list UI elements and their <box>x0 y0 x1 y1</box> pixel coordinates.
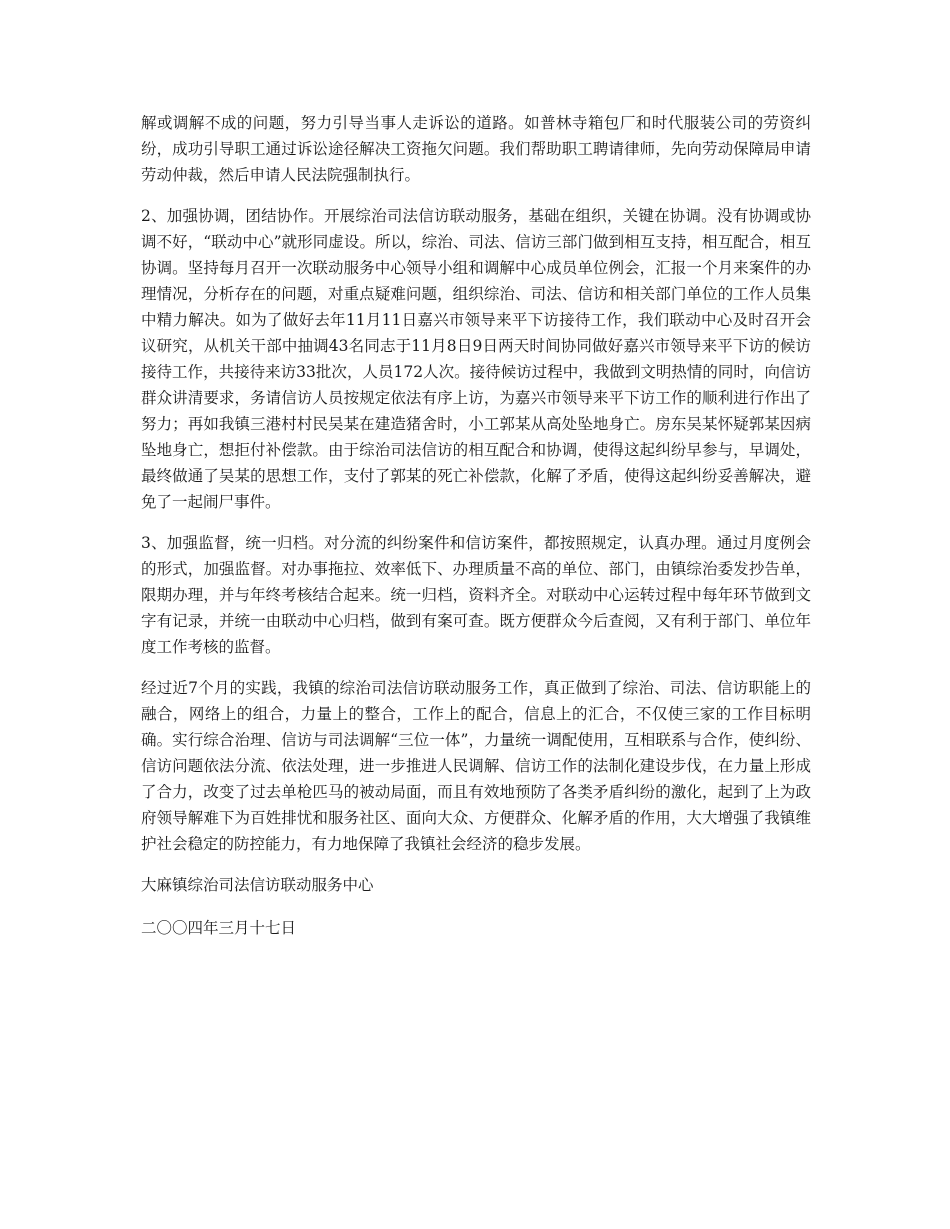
paragraph-summary: 经过近7个月的实践，我镇的综治司法信访联动服务工作，真正做到了综治、司法、信访职能上的融合，网络上的组合，力量上的整合，工作上的配合，信息上的汇合，不仅使三家的工作目标明确。实行综合治理、信访与司法调解“三位一体”，力量统一调配使用，互相联系与合作，使纠纷、信访问题依法分流、依法处理，进一步推进人民调解、信访工作的法制化建设步伐，在力量上形成了合力，改变了过去单枪匹马的被动局面，而且有效地预防了各类矛盾纠纷的激化，起到了上为政府领导解难下为百姓排忧和服务社区、面向大众、方便群众、化解矛盾的作用，大大增强了我镇维护社会稳定的防控能力，有力地保障了我镇社会经济的稳步发展。 <box>141 679 811 853</box>
paragraph-supervision: 3、加强监督，统一归档。对分流的纠纷案件和信访案件，都按照规定，认真办理。通过月度例会的形式，加强监督。对办事拖拉、效率低下、办理质量不高的单位、部门，由镇综治委发抄告单，限期办理，并与年终考核结合起来。统一归档，资料齐全。对联动中心运转过程中每年环节做到文字有记录，并统一由联动中心归档，做到有案可查。既方便群众今后查阅，又有利于部门、单位年度工作考核的监督。 <box>141 534 811 656</box>
signature-date: 二〇〇四年三月十七日 <box>141 919 297 937</box>
paragraph-litigation-guidance: 解或调解不成的问题，努力引导当事人走诉讼的道路。如普林寺箱包厂和时代服装公司的劳资纠纷，成功引导职工通过诉讼途径解决工资拖欠问题。我们帮助职工聘请律师，先向劳动保障局申请劳动仲裁，然后申请人民法院强制执行。 <box>141 114 811 184</box>
document-body <box>141 110 811 958</box>
signature-organization: 大麻镇综治司法信访联动服务中心 <box>141 876 374 894</box>
paragraph-coordination: 2、加强协调，团结协作。开展综治司法信访联动服务，基础在组织，关键在协调。没有协调或协调不好，“联动中心”就形同虚设。所以，综治、司法、信访三部门做到相互支持，相互配合，相互协调。坚持每月召开一次联动服务中心领导小组和调解中心成员单位例会，汇报一个月来案件的办理情况，分析存在的问题，对重点疑难问题，组织综治、司法、信访和相关部门单位的工作人员集中精力解决。如为了做好去年11月11日嘉兴市领导来平下访接待工作，我们联动中心及时召开会议研究，从机关干部中抽调43名同志于11月8日9日两天时间协同做好嘉兴市领导来平下访的候访接待工作，共接待来访33批次，人员172人次。接待候访过程中，我做到文明热情的同时，向信访群众讲清要求，务请信访人员按规定依法有序上访，为嘉兴市领导来平下访工作的顺利进行作出了努力；再如我镇三港村村民吴某在建造猪舍时，小工郭某从高处坠地身亡。房东吴某怀疑郭某因病坠地身亡，想拒付补偿款。由于综治司法信访的相互配合和协调，使得这起纠纷早参与，早调处，最终做通了吴某的思想工作，支付了郭某的死亡补偿款，化解了矛盾，使得这起纠纷妥善解决，避免了一起闹尸事件。 <box>141 207 811 511</box>
